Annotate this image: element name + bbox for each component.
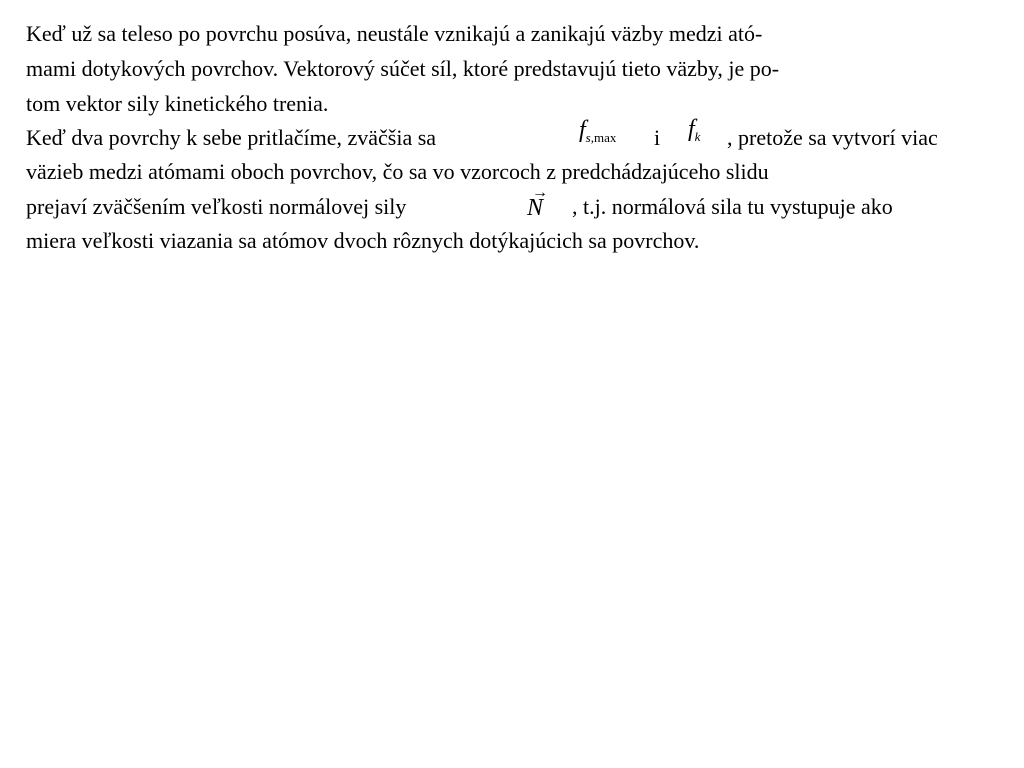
paragraph-1-line-2: mami dotykových povrchov. Vektorový súčet síl, ktoré predstavujú tieto väzby, je po- — [26, 56, 780, 81]
paragraph-1-line-3: tom vektor sily kinetického trenia. — [26, 91, 329, 116]
normal-force-vector-N — [527, 184, 548, 222]
f-k-letter: f — [688, 116, 695, 142]
paragraph-2-line-6-end: , t.j. normálová sila tu vystupuje ako — [572, 194, 893, 219]
paragraph-2-line-4-end: , pretože sa vytvorí viac — [727, 125, 938, 150]
f-k-symbol — [688, 117, 700, 143]
conjunction-i: i — [654, 125, 661, 150]
f-s-max-subscript-max: ,max — [590, 130, 617, 145]
paragraph-1-line-1: Keď už sa teleso po povrchu posúva, neustále vznikajú a zanikajú väzby medzi ató- — [26, 21, 763, 46]
f-s-max-symbol — [579, 118, 616, 144]
f-s-max-subscript-s: s — [585, 130, 591, 145]
f-s-max-letter: f — [579, 117, 586, 143]
paragraph-2-line-6-start: prejaví zväčšením veľkosti normálovej sily — [26, 194, 407, 219]
paragraph-2-line-4-start: Keď dva povrchy k sebe pritlačíme, zväčšia sa — [26, 125, 437, 150]
normal-force-letter: N — [527, 195, 544, 221]
f-k-subscript: k — [694, 129, 701, 144]
paragraph-2-line-7: miera veľkosti viazania sa atómov dvoch rôznych dotýkajúcich sa povrchov. — [26, 228, 700, 253]
vector-arrow: → — [532, 184, 548, 201]
paragraph-2-line-5: väzieb medzi atómami oboch povrchov, čo sa vo vzorcoch z predchádzajúceho slidu — [26, 159, 769, 184]
